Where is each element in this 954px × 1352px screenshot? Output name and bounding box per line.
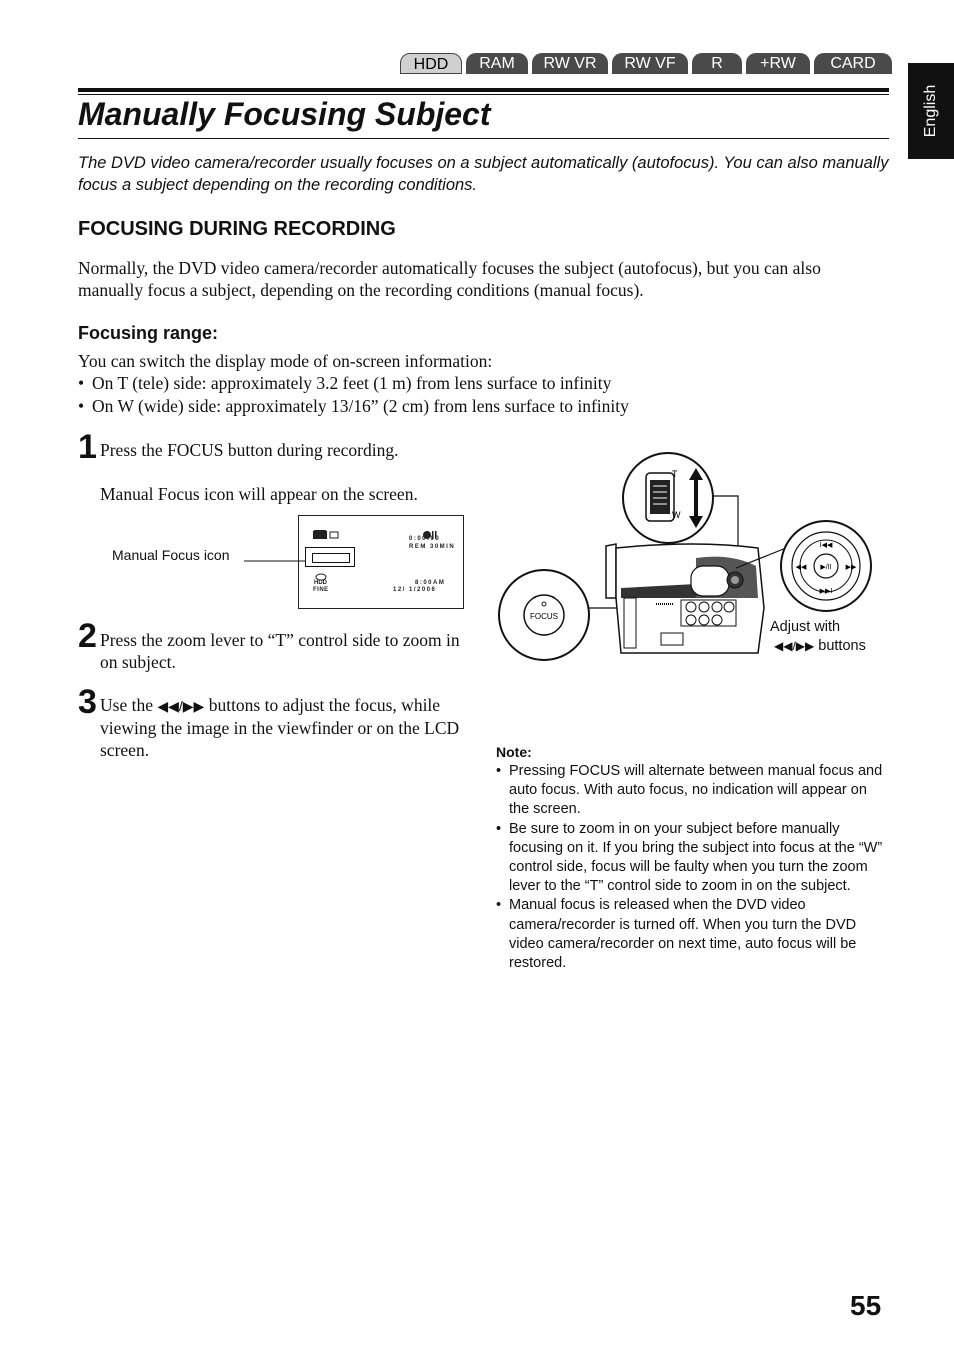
note-item: • Be sure to zoom in on your subject before manually focusing on it. If you bring the subject into focus at the “W” control side, focus will be faulty when you turn the zoom lever to the “T” control side to zoom in on the subject. (496, 820, 891, 897)
focus-button-zoomed-view (499, 570, 589, 660)
focus-button-label: FOCUS (530, 612, 558, 621)
fast-forward-icon: ▶▶ (845, 564, 857, 571)
screen-display-diagram (298, 515, 464, 609)
title-rule-top (78, 88, 889, 92)
media-tab-hdd: HDD (400, 53, 462, 74)
section-paragraph: Normally, the DVD video camera/recorder automatically focuses the subject (autofocus), but you can also manually focus a subject, depending on the recording conditions (manual focus). (78, 258, 821, 300)
media-indicator: HDD (314, 580, 327, 586)
media-tab-ram: RAM (466, 53, 528, 74)
skip-buttons-symbol: ◀◀/▶▶ (157, 698, 205, 714)
manual-focus-icon-highlight (305, 547, 355, 567)
media-tab-plus-rw: +RW (746, 53, 810, 74)
media-tab-rw-vr: RW VR (532, 53, 608, 74)
title-rule-top-thin (78, 94, 889, 95)
time-counter: 0:00:00 (409, 536, 441, 542)
rewind-icon: ◀◀ (795, 564, 807, 571)
step-text: Press the zoom lever to “T” control side to zoom in on subject. (100, 630, 460, 672)
focusing-range-bullet: • On W (wide) side: approximately 13/16” (2 cm) from lens surface to infinity (78, 396, 629, 416)
focusing-range-lead: You can switch the display mode of on-screen information: (78, 351, 493, 371)
step-subtext: Manual Focus icon will appear on the screen. (100, 484, 418, 504)
media-tab-r: R (692, 53, 742, 74)
page-number: 55 (850, 1290, 882, 1321)
callout-leader-line (244, 556, 306, 566)
note-item: • Pressing FOCUS will alternate between manual focus and auto focus. With auto focus, no indication will appear on the screen. (496, 762, 891, 820)
skip-forward-icon: ▶▶I (819, 588, 833, 595)
remaining-time: REM 30MIN (409, 544, 456, 550)
zoom-t-label: T (672, 469, 678, 479)
clock-display: 8:00AM (415, 580, 446, 586)
manual-focus-icon (312, 553, 350, 563)
camera-body (606, 544, 764, 653)
focusing-range-bullet: • On T (tele) side: approximately 3.2 feet (1 m) from lens surface to infinity (78, 373, 612, 393)
note-title: Note: (496, 744, 532, 760)
media-tab-rw-vf: RW VF (612, 53, 688, 74)
focusing-range-heading: Focusing range: (78, 323, 219, 343)
play-pause-icon: ▶/II (820, 564, 832, 571)
manual-focus-callout-label: Manual Focus icon (112, 547, 230, 563)
language-side-tab (908, 63, 954, 159)
skip-back-icon: I◀◀ (819, 542, 833, 549)
step-number: 1 (78, 428, 97, 466)
intro-text: The DVD video camera/recorder usually focuses on a subject automatically (autofocus). You can also manually focus a subject depending on the recording conditions. (78, 154, 889, 194)
page-title: Manually Focusing Subject (78, 96, 491, 132)
date-display: 12/ 1/2006 (393, 587, 437, 593)
zoom-lever-zoomed-view (623, 453, 713, 543)
media-tab-card: CARD (814, 53, 892, 74)
quality-indicator: FINE (313, 587, 329, 593)
language-label: English (922, 84, 939, 138)
note-list (496, 762, 891, 973)
note-item: • Manual focus is released when the DVD video camera/recorder is turned off. When you turn the DVD video camera/recorder on next time, auto focus will be restored. (496, 896, 891, 973)
control-pad-zoomed-view (781, 521, 871, 611)
zoom-w-label: W (672, 510, 681, 520)
step-text: Press the FOCUS button during recording. (100, 440, 399, 460)
section-heading: FOCUSING DURING RECORDING (78, 218, 396, 240)
adjust-label: Adjust with ◀◀/▶▶ buttons (770, 619, 866, 654)
step-number: 2 (78, 617, 97, 655)
media-tabs (400, 53, 892, 74)
title-rule-bottom (78, 138, 889, 139)
step-text: Use the ◀◀/▶▶ buttons to adjust the focus, while viewing the image in the viewfinder or on the LCD screen. (100, 695, 460, 760)
step-number: 3 (78, 683, 97, 721)
record-mode-icon (313, 530, 341, 542)
